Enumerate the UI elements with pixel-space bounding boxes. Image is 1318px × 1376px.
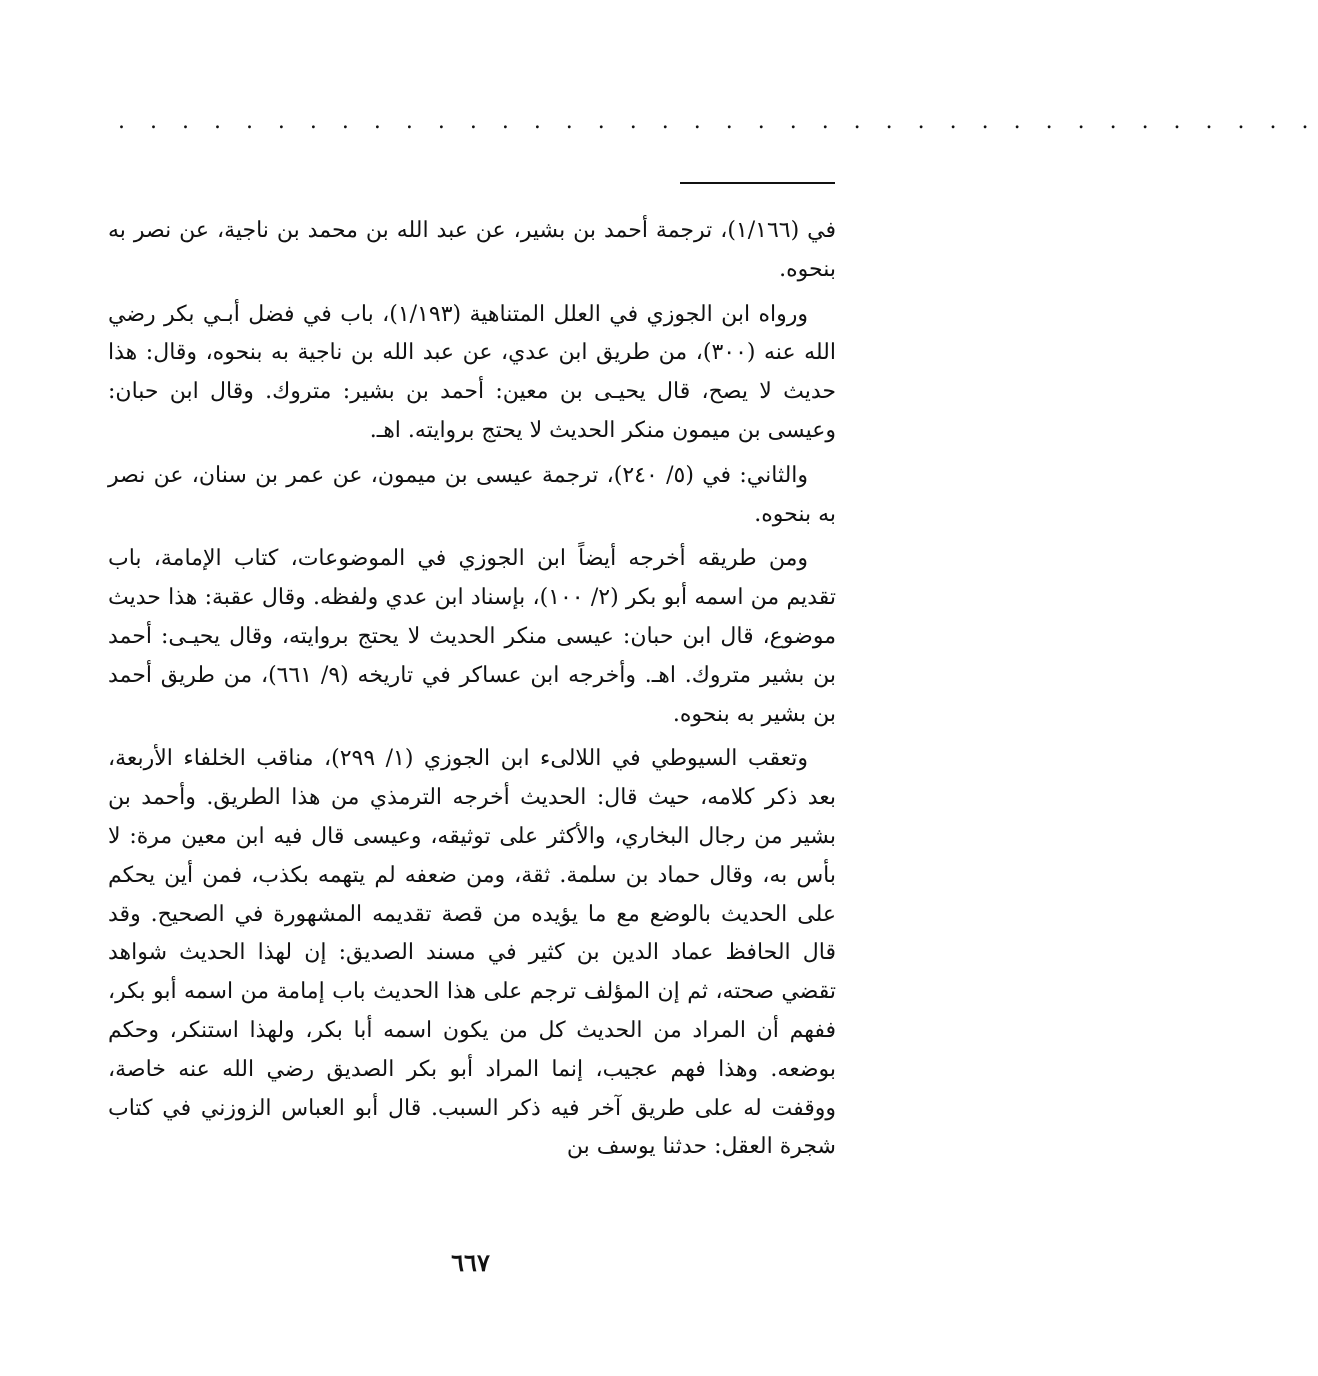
paragraph-2: ورواه ابن الجوزي في العلل المتناهية (١/١٩٣)، باب في فضل أبـي بكر رضي الله عنه (٣٠٠)، من طريق ابن عدي، عن عبد الله بن ناجية به بنحوه، وقال: هذا حديث لا يصح، قال يحيـى بن معين: أحمد بن بشير: متروك. وقال ابن حبان: وعيسى بن ميمون منكر الحديث لا يحتج بروايته. اهـ. [108,301,836,443]
paragraph-4: ومن طريقه أخرجه أيضاً ابن الجوزي في الموضوعات، كتاب الإمامة، باب تقديم من اسمه أبو بكر (٢/ ١٠٠)، بإسناد ابن عدي ولفظه. وقال عقبة: هذا حديث موضوع، قال ابن حبان: عيسى منكر الحديث لا يحتج بروايته، وقال يحيـى: أحمد بن بشير متروك. اهـ. وأخرجه ابن عساكر في تاريخه (٩/ ٦٦١)، من طريق أحمد بن بشير به بنحوه. [108,546,837,727]
paragraph-5: وتعقب السيوطي في اللالىء ابن الجوزي (١/ ٢٩٩)، مناقب الخلفاء الأربعة، بعد ذكر كلامه، حيث قال: الحديث أخرجه الترمذي من هذا الطريق. وأحمد بن بشير من رجال البخاري، والأكثر على توثيقه، وعيسى قال فيه ابن معين مرة: لا بأس به، وقال حماد بن سلمة. ثقة، ومن ضعفه لم يتهمه بكذب، فمن أين يحكم على الحديث بالوضع مع ما يؤيده من قصة تقديمه المشهورة في الصحيح. وقد قال الحافظ عماد الدين بن كثير في مسند الصديق: إن لهذا الحديث شواهد تقضي صحته، ثم إن المؤلف ترجم على هذا الحديث باب إمامة من اسمه أبو بكر، ففهم أن المراد من الحديث كل من يكون اسمه أبا بكر، ولهذا استنكر، وحكم بوضعه. وهذا فهم عجيب، إنما المراد أبو بكر الصديق رضي الله عنه خاصة، ووقفت له على طريق آخر فيه ذكر السبب. قال أبو العباس الزوزني في كتاب شجرة العقل: حدثنا يوسف بن [108,746,836,1160]
page-number: ٦٦٧ [451,1248,490,1277]
paragraph-3: والثاني: في (٥/ ٢٤٠)، ترجمة عيسى بن ميمون، عن عمر بن سنان، عن نصر به بنحوه. [108,462,836,527]
footnote-text [108,212,836,1173]
separator-dots: . . . . . . . . . . . . . . . . . . . . . . . . . . . . . . . . . . . . . . [118,109,1318,134]
footnote-rule [680,182,835,184]
paragraph-1: في (١/١٦٦)، ترجمة أحمد بن بشير، عن عبد الله بن محمد بن ناجية، عن نصر به بنحوه. [108,218,836,282]
